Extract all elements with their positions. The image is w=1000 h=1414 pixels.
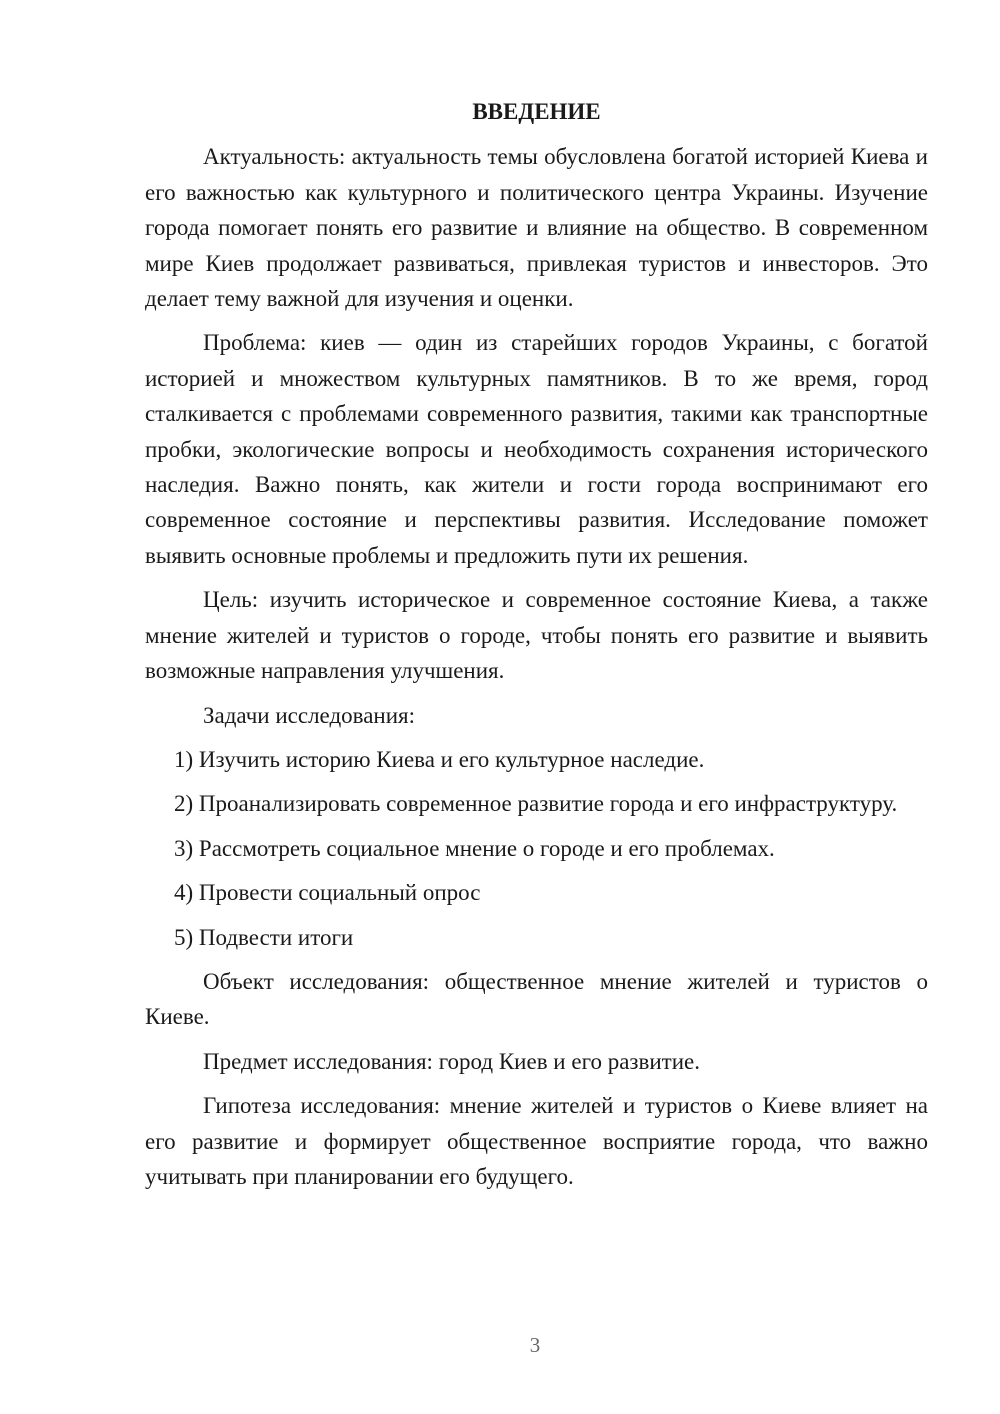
task-item-4: 4) Провести социальный опрос xyxy=(174,880,481,906)
paragraph-goal: Цель: изучить историческое и современное состояние Киева, а также мнение жителей и туристов о городе, чтобы понять его развитие и выявить возможные направления улучшения. xyxy=(145,587,928,684)
task-item-3: 3) Рассмотреть социальное мнение о городе и его проблемах. xyxy=(174,835,775,861)
paragraph-relevance: Актуальность: актуальность темы обусловлена богатой историей Киева и его важностью как культурного и политического центра Украины. Изучение города помогает понять его развитие и влияние на общество. В современном мире Киев продолжает развиваться, привлекая туристов и инвесторов. Это делает тему важной для изучения и оценки. xyxy=(145,144,928,312)
paragraph-problem: Проблема: киев — один из старейших городов Украины, с богатой историей и множеством культурных памятников. В то же время, город сталкивается с проблемами современного развития, такими как транспортные пробки, экологические вопросы и необходимость сохранения исторического наследия. Важно понять, как жители и гости города воспринимают его современное состояние и перспективы развития. Исследование поможет выявить основные проблемы и предложить пути их решения. xyxy=(145,330,928,568)
document-body xyxy=(145,94,928,1203)
page-number: 3 xyxy=(529,1333,541,1357)
section-title: ВВЕДЕНИЕ xyxy=(472,99,601,124)
task-item-1: 1) Изучить историю Киева и его культурное наследие. xyxy=(174,746,705,772)
paragraph-tasks-heading: Задачи исследования: xyxy=(203,702,416,728)
task-item-2: 2) Проанализировать современное развитие города и его инфраструктуру. xyxy=(174,791,898,817)
task-item-5: 5) Подвести итоги xyxy=(174,924,354,950)
paragraph-hypothesis: Гипотеза исследования: мнение жителей и туристов о Киеве влияет на его развитие и формирует общественное восприятие города, что важно учитывать при планировании его будущего. xyxy=(145,1093,928,1189)
paragraph-object: Объект исследования: общественное мнение жителей и туристов о Киеве. xyxy=(145,968,928,1030)
paragraph-subject: Предмет исследования: город Киев и его развитие. xyxy=(203,1048,700,1074)
